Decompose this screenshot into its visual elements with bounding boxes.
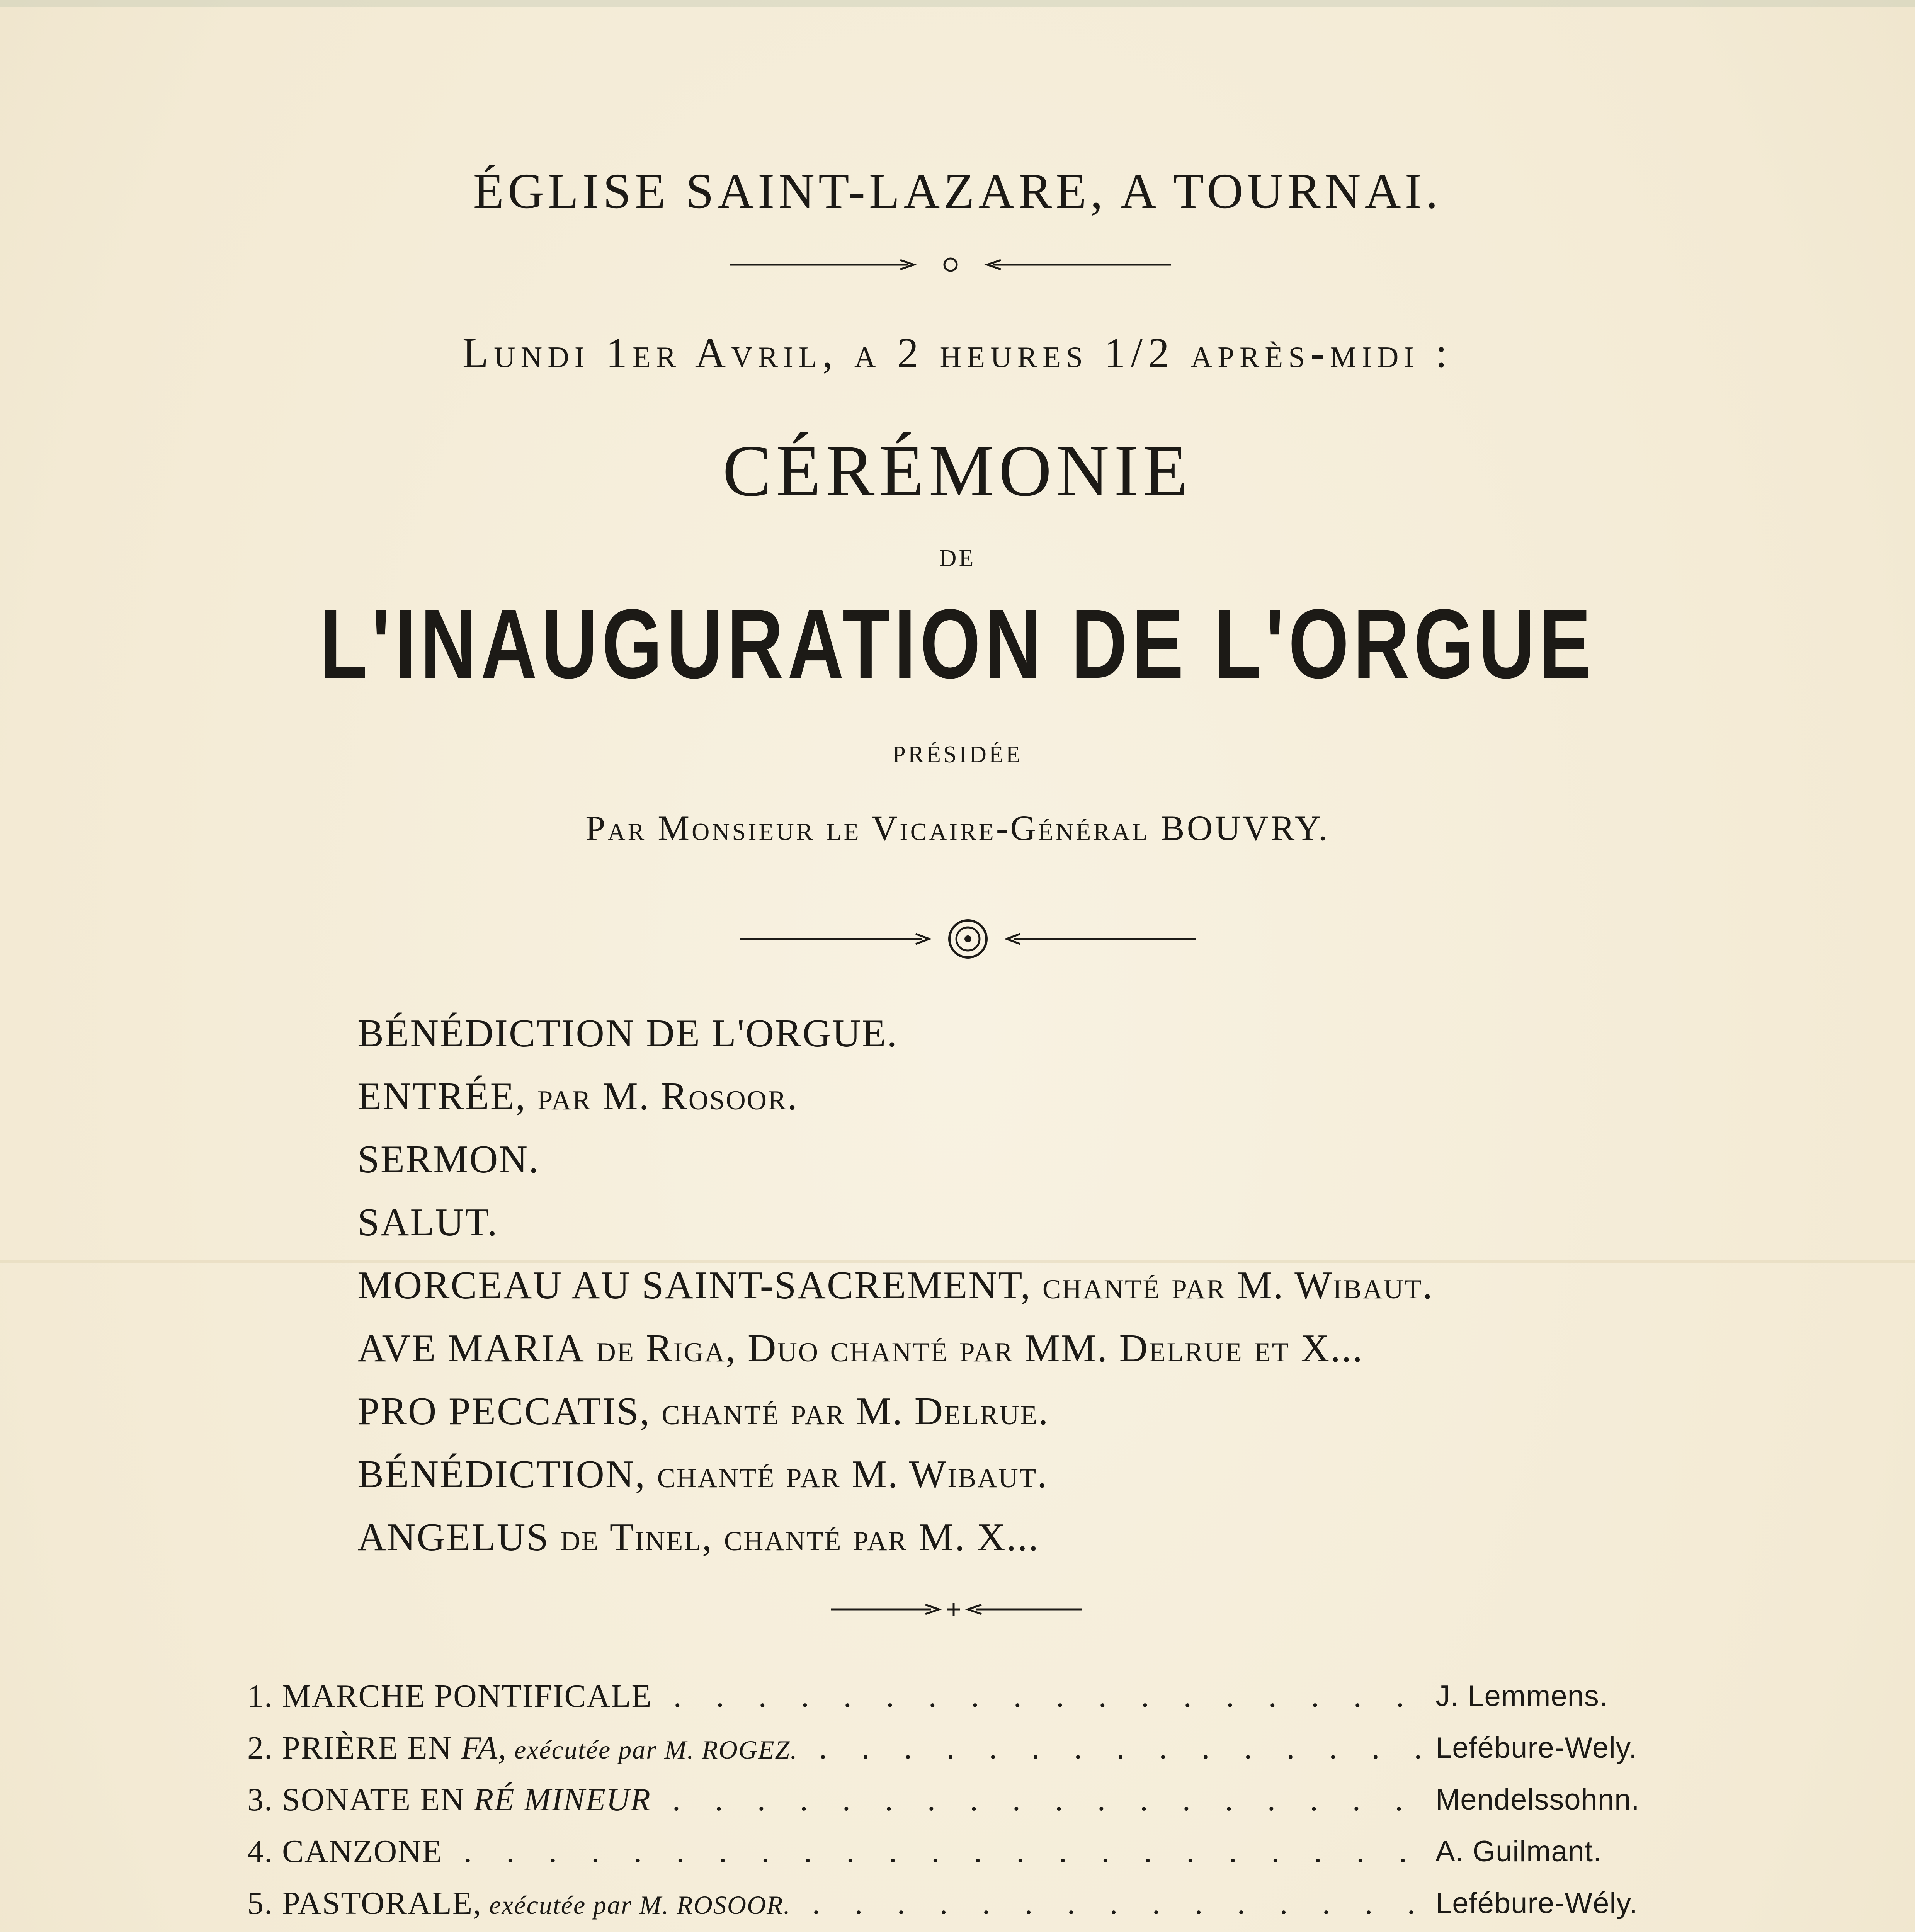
piece-number: 2.	[247, 1730, 273, 1766]
rosette-ornament	[740, 918, 1196, 960]
piece-performer: exécutée par M. ROSOOR.	[482, 1890, 791, 1920]
piece-number: 1.	[247, 1678, 273, 1714]
program-item: ENTRÉE, par M. Rosoor.	[357, 1075, 798, 1118]
program-item: ANGELUS de Tinel, chanté par M. X...	[357, 1515, 1040, 1559]
piece-title: PRIÈRE EN	[282, 1730, 461, 1766]
program-item: PRO PECCATIS, chanté par M. Delrue.	[357, 1389, 1049, 1433]
presided-label: PRÉSIDÉE	[892, 742, 1023, 768]
piece-title: PASTORALE,	[282, 1885, 482, 1921]
piece-composer: J. Lemmens.	[1435, 1680, 1608, 1713]
program-item: SALUT.	[357, 1201, 498, 1244]
piece-row	[247, 1777, 1677, 1828]
presided-by: Par Monsieur le Vicaire-Général BOUVRY.	[585, 808, 1330, 848]
program-item: SERMON.	[357, 1138, 540, 1181]
page-title: L'INAUGURATION DE L'ORGUE	[320, 589, 1595, 699]
church-heading: ÉGLISE SAINT-LAZARE, A TOURNAI.	[473, 163, 1442, 219]
ornament-divider	[730, 253, 1171, 276]
piece-key: FA,	[461, 1730, 507, 1766]
piece-title: CANZONE	[282, 1833, 443, 1869]
program-item: BÉNÉDICTION DE L'ORGUE.	[357, 1012, 898, 1055]
piece-title: MARCHE PONTIFICALE	[282, 1678, 652, 1714]
piece-number: 3.	[247, 1782, 273, 1818]
piece-performer: exécutée par M. ROGEZ.	[507, 1735, 798, 1764]
piece-composer: A. Guilmant.	[1435, 1835, 1602, 1868]
piece-number: 5.	[247, 1885, 273, 1921]
piece-composer: Lefébure-Wely.	[1435, 1731, 1638, 1764]
date-line: Lundi 1er Avril, a 2 heures 1/2 après-midi :	[462, 329, 1453, 376]
piece-row	[247, 1880, 1677, 1932]
piece-title: SONATE EN	[282, 1782, 474, 1818]
ceremony-program	[357, 1005, 1434, 1571]
piece-key: RÉ MINEUR	[474, 1782, 651, 1818]
piece-row	[247, 1828, 1677, 1880]
connector-de: DE	[939, 545, 976, 571]
ceremony-heading: CÉRÉMONIE	[722, 430, 1193, 512]
piece-row	[247, 1673, 1677, 1725]
piece-row	[247, 1725, 1677, 1777]
piece-composer: Lefébure-Wély.	[1435, 1887, 1638, 1920]
organ-recital-list	[247, 1673, 1677, 1932]
page-edge	[0, 0, 1915, 7]
piece-composer: Mendelssohnn.	[1435, 1783, 1640, 1816]
program-item: BÉNÉDICTION, chanté par M. Wibaut.	[357, 1452, 1048, 1496]
program-item: AVE MARIA de Riga, Duo chanté par MM. Delrue et X...	[357, 1327, 1364, 1370]
program-item: MORCEAU AU SAINT-SACREMENT, chanté par M. Wibaut.	[357, 1264, 1434, 1307]
piece-number: 4.	[247, 1833, 273, 1869]
small-ornament	[831, 1598, 1082, 1621]
